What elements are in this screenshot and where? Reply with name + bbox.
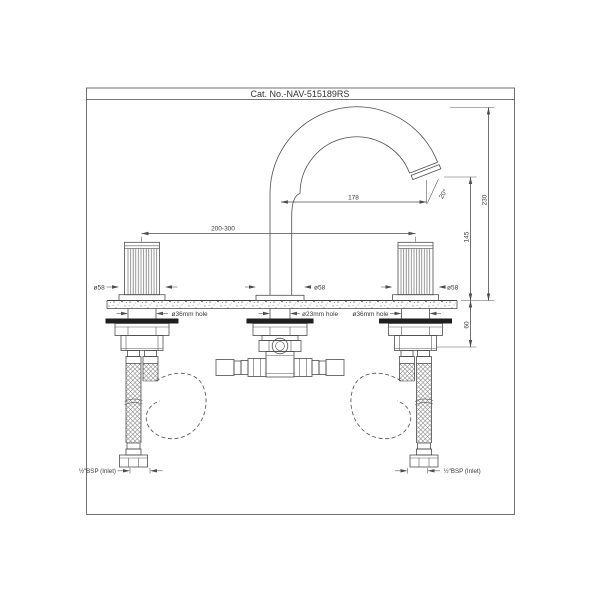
hole36-left-arrow-1 <box>121 312 128 315</box>
dim-spacing-label: 200-300 <box>211 225 235 233</box>
right-inner-hose-braid <box>400 364 415 382</box>
left-nipple-outer <box>128 351 140 357</box>
left-nipple-inner <box>145 351 157 357</box>
center-washer <box>247 319 314 324</box>
dim-230-label: 230 <box>481 194 489 206</box>
hole36-right-arrow-1 <box>395 312 402 315</box>
center-cartridge-circle-inner <box>276 342 285 351</box>
dimension-dia58-center <box>245 285 326 292</box>
hole23-arrow-1 <box>263 312 270 315</box>
inlet-left-label: ½"BSP (Inlet) <box>78 467 116 475</box>
right-valve-assembly <box>379 309 452 364</box>
dim-145-arrow-top <box>469 177 472 184</box>
right-supply-hose <box>400 364 439 468</box>
dim-230-arrow-top <box>487 108 490 115</box>
center-cartridge <box>259 341 301 352</box>
dimension-145 <box>444 177 477 301</box>
left-handle-fluting <box>126 249 158 295</box>
dia58-left-label: ø58 <box>93 284 105 292</box>
hole23-label: ø23mm hole <box>302 311 339 318</box>
dim-60-arrow-bottom <box>469 340 472 347</box>
dim-178-arrow-right <box>420 200 427 203</box>
dimension-inlet-right <box>395 468 481 475</box>
inlet-right-arrow-1 <box>401 469 408 472</box>
dia58-left-arrow-1 <box>112 285 119 288</box>
left-washer <box>106 319 179 324</box>
dimension-hole-left <box>117 311 209 318</box>
right-handle <box>393 242 439 300</box>
left-handle <box>119 242 165 300</box>
right-ferrule-inner <box>400 357 415 364</box>
dimension-inlet-left <box>79 468 163 475</box>
left-hose-end-ferrule <box>127 443 140 449</box>
dim-178-arrow-left <box>281 200 288 203</box>
right-hose-end-ferrule <box>418 443 431 449</box>
inlet-left-arrow-1 <box>123 469 130 472</box>
tee-left-adapter <box>241 361 248 375</box>
hose-routing-dashed <box>146 373 411 439</box>
spout-inner-arc <box>300 137 410 194</box>
hole36-left-label: ø36mm hole <box>171 311 208 318</box>
countertop-texture <box>107 301 457 309</box>
hole36-right-arrow-2 <box>430 312 437 315</box>
dim-spacing-arrow-right <box>409 232 416 235</box>
left-locknut <box>115 324 169 336</box>
angle-spray-line <box>427 179 438 203</box>
right-nipple-inner <box>401 351 413 357</box>
dia58-center-label: ø58 <box>314 284 326 292</box>
dashed-hose-routing-right <box>351 373 411 439</box>
drawing-title: Cat. No.-NAV-515189RS <box>250 88 350 99</box>
dim-spacing-arrow-left <box>142 232 149 235</box>
dimension-angle-20 <box>427 179 450 204</box>
inlet-right-arrow-2 <box>428 469 435 472</box>
dimension-200-300 <box>142 226 416 242</box>
right-locknut <box>389 324 443 336</box>
tee-left-hose-stub <box>216 360 234 376</box>
countertop <box>107 301 457 309</box>
dia58-center-arrow-2 <box>304 285 311 288</box>
dia58-right-arrow-1 <box>386 285 393 288</box>
left-inner-hose-braid <box>143 364 158 382</box>
dimension-178 <box>281 195 427 204</box>
right-hose-end-collar <box>417 449 432 455</box>
right-ferrule-outer <box>417 357 432 364</box>
left-hose-end-collar <box>126 449 141 455</box>
left-supply-hose <box>120 364 159 468</box>
hole36-right-label: ø36mm hole <box>352 311 389 318</box>
inlet-left-arrow-2 <box>150 469 157 472</box>
tee-left-crimp <box>234 361 241 375</box>
dia58-left-arrow-2 <box>165 285 172 288</box>
tee-left-nut <box>248 359 266 377</box>
left-inlet-nut <box>120 455 148 467</box>
dim-60-label: 60 <box>463 321 471 329</box>
dimension-230 <box>450 108 495 301</box>
tee-right-nut <box>294 359 312 377</box>
dim-145-label: 145 <box>463 231 471 243</box>
left-ferrule-inner <box>143 357 158 364</box>
spout-base-flange <box>256 295 304 300</box>
dimension-hole-center <box>259 311 339 318</box>
center-tee-assembly <box>216 309 344 378</box>
center-locknut <box>253 324 307 336</box>
right-nipple-outer <box>418 351 430 357</box>
hole23-arrow-2 <box>290 312 297 315</box>
tee-right-crimp <box>319 361 326 375</box>
tee-right-adapter <box>312 361 319 375</box>
dim-178-label: 178 <box>348 194 359 202</box>
right-washer <box>379 319 452 324</box>
right-handle-fluting <box>400 249 432 295</box>
angle-label: 20° <box>438 188 450 201</box>
dia58-center-arrow-1 <box>249 285 256 288</box>
hole36-left-arrow-2 <box>156 312 163 315</box>
spout-tube-right-edge <box>292 193 300 295</box>
dimension-hole-right <box>352 311 441 318</box>
left-ferrule-outer <box>126 357 141 364</box>
dia58-right-arrow-2 <box>439 285 446 288</box>
left-valve-assembly <box>106 309 179 364</box>
dashed-hose-routing-left <box>146 373 206 439</box>
dim-145-arrow-bottom <box>469 294 472 301</box>
dim-230-arrow-bottom <box>487 294 490 301</box>
tee-right-hose-stub <box>326 360 344 376</box>
left-handle-flange <box>119 295 165 301</box>
spout-outer-arc <box>270 107 438 194</box>
dim-60-arrow-top <box>469 301 472 308</box>
right-handle-flange <box>393 295 439 301</box>
dia58-right-label: ø58 <box>447 284 459 292</box>
inlet-right-label: ½"BSP (Inlet) <box>443 467 481 475</box>
right-inlet-nut <box>410 455 438 467</box>
